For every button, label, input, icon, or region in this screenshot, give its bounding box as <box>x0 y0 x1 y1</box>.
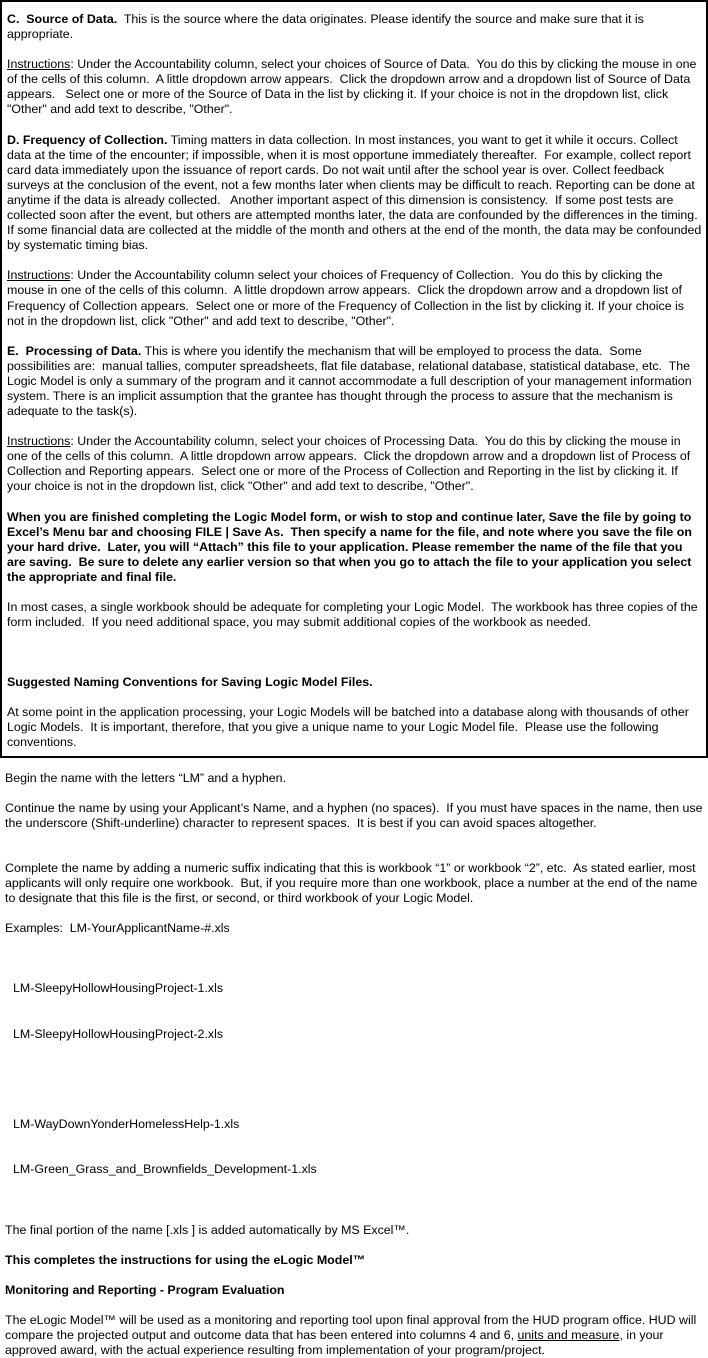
section-e-instructions-label: Instructions <box>7 434 71 449</box>
completes-instructions-heading: This completes the instructions for using the eLogic Model™ <box>5 1252 366 1267</box>
section-d-heading: D. Frequency of Collection. <box>7 132 168 147</box>
naming-begin: Begin the name with the letters “LM” and a hyphen. <box>5 770 287 785</box>
section-e-instructions-body: : Under the Accountability column, select your choices of Processing Data. You do this by clicking the mouse in one of the cells of this column. A little dropdown arrow appears. Click the dropdown arrow and a dropdown list of Process of Collection and Reporting appears. Select one or more of the Process of Collection and Reporting in the list by clicking it. If your choice is not in the dropdown list, click "Other" and add text to describe, "Other". <box>7 434 694 494</box>
section-c-instructions-label: Instructions <box>7 57 71 72</box>
final-portion-note: The final portion of the name [.xls ] is added automatically by MS Excel™. <box>5 1222 410 1237</box>
section-e-body: This is where you identify the mechanism that will be employed to process the data. Some possibilities are: manual tallies, computer spreadsheets, flat file database, relational database, statistical database, etc. The Logic Model is only a summary of the program and it cannot accommodate a full description of your management information system. There is an implicit assumption that the grantee has thought through the process to assure that the mechanism is adequate to the task(s). <box>7 343 696 419</box>
section-e-instructions <box>7 434 703 494</box>
units-and-measure-underlined: units and measure <box>517 1328 620 1343</box>
monitoring-reporting-heading: Monitoring and Reporting - Program Evaluation <box>5 1282 285 1297</box>
section-c-body: This is the source where the data originates. Please identify the source and make sure that it is appropriate. <box>7 12 648 42</box>
example-file-group-2 <box>13 1087 705 1208</box>
section-c-heading: C. Source of Data. <box>7 12 118 26</box>
examples-label: Examples: LM-YourApplicantName-#.xls <box>5 921 230 936</box>
example-filename: LM-Green_Grass_and_Brownfields_Development-1.xls <box>13 1162 317 1177</box>
evaluation-text-pre: The eLogic Model™ will be used as a monitoring and reporting tool upon final approval from the HUD program office. HUD will compare the projected output and outcome data that has been entered into columns 4 and 6, <box>5 1313 700 1343</box>
section-d-instructions-label: Instructions <box>7 268 71 283</box>
naming-instructions-section <box>0 758 708 1358</box>
naming-complete: Complete the name by adding a numeric suffix indicating that this is workbook “1” or workbook “2”, etc. As stated earlier, most applicants will only require one workbook. But, if you require more than one workbook, place a number at the end of the name to designate that this file is the first, or second, or third workbook of your Logic Model. <box>5 860 701 906</box>
section-c-instructions-body: : Under the Accountability column, select your choices of Source of Data. You do this by clicking the mouse in one of the cells of this column. A little dropdown arrow appears. Click the dropdown arrow and a dropdown list of Source of Data appears. Select one or more of the Source of Data in the list by clicking it. If your choice is not in the dropdown list, click "Other" and add text to describe, "Other". <box>7 57 700 117</box>
example-filename: LM-WayDownYonderHomelessHelp-1.xls <box>13 1117 240 1132</box>
section-c-instructions <box>7 57 703 117</box>
section-d-instructions-body: : Under the Accountability column select your choices of Frequency of Collection. You do this by clicking the mouse in one of the cells of this column. A little dropdown arrow appears. Click the dropdown arrow and a dropdown list of Frequency of Collection appears. Select one or more of the Frequency of Collection in the list by clicking it. If your choice is not in the dropdown list, click "Other" and add text to describe, "Other". <box>7 268 688 328</box>
section-e-heading: E. Processing of Data. <box>7 343 142 358</box>
naming-intro: At some point in the application processing, your Logic Models will be batched into a database along with thousands of other Logic Models. It is important, therefore, that you give a unique name to your Logic Model file. Please use the following conventions. <box>7 705 693 750</box>
example-filename: LM-SleepyHollowHousingProject-1.xls <box>13 981 224 996</box>
example-filename: LM-SleepyHollowHousingProject-2.xls <box>13 1026 224 1041</box>
program-evaluation-paragraph <box>5 1313 705 1358</box>
section-d-paragraph <box>7 133 703 254</box>
evaluation-text-post: , in your approved award, with the actual experience resulting from implementation of your program/project. <box>5 1328 667 1358</box>
section-d-instructions <box>7 268 703 328</box>
naming-conventions-heading: Suggested Naming Conventions for Saving Logic Model Files. <box>7 675 373 690</box>
section-c-paragraph <box>7 12 703 42</box>
save-file-notice: When you are finished completing the Logic Model form, or wish to stop and continue later, Save the file by going to Excel’s Menu bar and choosing FILE | Save As. Then specify a name for the file, and note where you save the file on your hard drive. Later, you will “Attach” this file to your application. Please remember the name of the file that you are saving. Be sure to delete any earlier version so that when you go to attach the file to your application you select the appropriate and final file. <box>7 509 696 584</box>
workbook-note: In most cases, a single workbook should be adequate for completing your Logic Model. The workbook has three copies of the form included. If you need additional space, you may submit additional copies of the workbook as needed. <box>7 600 702 630</box>
naming-continue: Continue the name by using your Applicant’s Name, and a hyphen (no spaces). If you must have spaces in the name, then use the underscore (Shift-underline) character to represent spaces. It is best if you can avoid spaces altogether. <box>5 800 706 830</box>
section-e-paragraph <box>7 344 703 419</box>
section-d-body: Timing matters in data collection. In most instances, you want to get it while it occurs. Collect data at the time of the encounter; if impossible, when it is most opportune immediately thereafter. For example, collect report card data immediately upon the issuance of report cards. Do not wait until after the school year is over. Collect feedback surveys at the conclusion of the event, not a few months later when clients may be difficult to reach. Reporting can be done at anytime if the data is already collected. Another important aspect of this dimension is consistency. If some post tests are collected soon after the event, but others are attempted months later, the data are confounded by the differences in the timing. If some financial data are collected at the middle of the month and others at the end of the month, the data may be confounded by systematic timing bias. <box>7 132 705 253</box>
example-file-group-1 <box>13 951 705 1072</box>
